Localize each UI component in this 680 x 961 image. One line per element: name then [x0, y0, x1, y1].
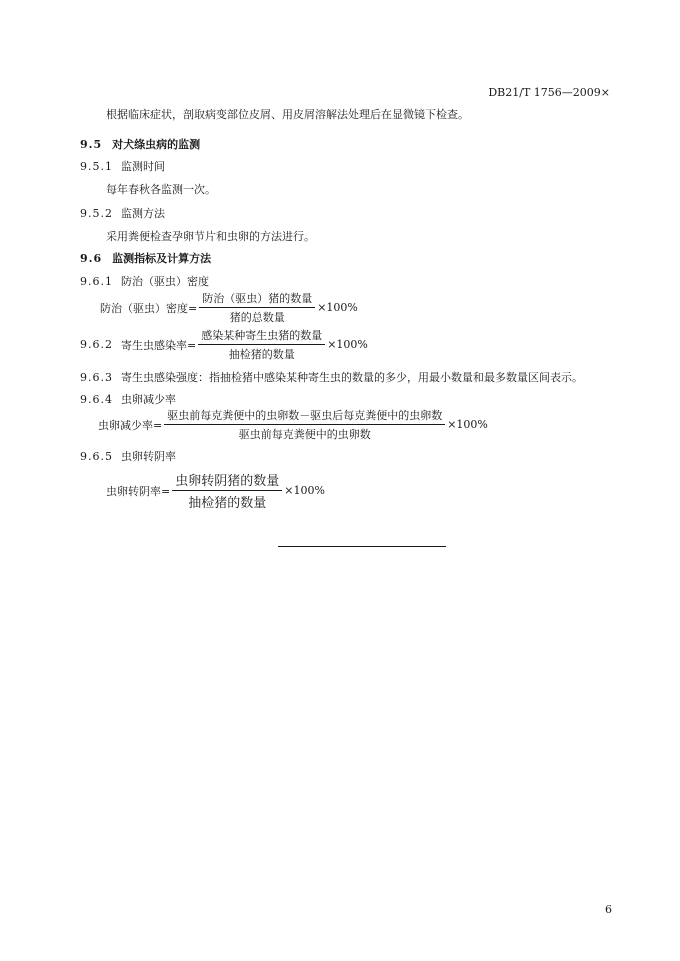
- subsection-heading-9-5-1: [80, 158, 165, 174]
- formula-denominator: 驱虫前每克粪便中的虫卵数: [238, 428, 371, 441]
- subsection-heading-9-5-2: [80, 205, 165, 221]
- formula-numerator: 防治（驱虫）猪的数量: [199, 290, 315, 308]
- subsection-title: 监测时间: [121, 160, 165, 173]
- formula-numerator: 虫卵转阴猪的数量: [172, 470, 282, 491]
- formula-egg-reduction-rate: [98, 407, 488, 442]
- subsection-title: 防治（驱虫）密度: [121, 275, 209, 288]
- formula-lhs: 虫卵转阴率=: [106, 484, 171, 498]
- formula-lhs: 寄生虫感染率=: [121, 338, 197, 352]
- section-heading-9-6: [80, 250, 211, 266]
- formula-denominator: 抽检猪的数量: [188, 496, 267, 511]
- formula-control-density: [100, 290, 358, 325]
- formula-numerator: 感染某种寄生虫猪的数量: [198, 327, 325, 345]
- subsection-heading-9-6-5: [80, 448, 176, 464]
- formula-factor: ×100%: [284, 484, 325, 497]
- formula-factor: ×100%: [327, 338, 368, 351]
- subsection-text-9-5-1: 每年春秋各监测一次。: [106, 183, 216, 196]
- formula-denominator: 猪的总数量: [229, 311, 285, 324]
- page-number: 6: [605, 903, 612, 916]
- formula-lhs: 虫卵减少率=: [98, 418, 163, 432]
- subsection-number: 9.6.2: [80, 338, 113, 351]
- subsection-number: 9.6.4: [80, 393, 113, 406]
- subsection-text: 寄生虫感染强度：指抽检猪中感染某种寄生虫的数量的多少，用最小数量和最多数量区间表示。: [121, 371, 583, 384]
- subsection-number: 9.5.1: [80, 160, 113, 173]
- document-code: DB21/T 1756—2009×: [488, 86, 610, 99]
- subsection-heading-9-6-1: [80, 273, 209, 289]
- section-title: 对犬绦虫病的监测: [112, 138, 201, 151]
- subsection-number: 9.6.3: [80, 371, 113, 384]
- subsection-number: 9.6.5: [80, 450, 113, 463]
- section-heading-9-5: [80, 136, 200, 152]
- subsection-number: 9.6.1: [80, 275, 113, 288]
- formula-numerator: 驱虫前每克粪便中的虫卵数－驱虫后每克粪便中的虫卵数: [164, 407, 445, 425]
- subsection-text-9-5-2: 采用粪便检查孕卵节片和虫卵的方法进行。: [106, 230, 315, 243]
- subsection-number: 9.5.2: [80, 207, 113, 220]
- intro-paragraph: 根据临床症状，剖取病变部位皮屑、用皮屑溶解法处理后在显微镜下检查。: [106, 108, 469, 121]
- section-number: 9.6: [80, 252, 103, 265]
- formula-fraction: [172, 470, 282, 511]
- end-rule: [278, 546, 446, 547]
- subsection-9-6-3: [80, 369, 583, 385]
- formula-factor: ×100%: [447, 418, 488, 431]
- formula-egg-negative-rate: [106, 470, 325, 511]
- formula-fraction: [164, 407, 445, 442]
- section-number: 9.5: [80, 138, 103, 151]
- formula-lhs: 防治（驱虫）密度=: [100, 301, 198, 315]
- formula-factor: ×100%: [317, 301, 358, 314]
- formula-denominator: 抽检猪的数量: [228, 348, 295, 361]
- formula-infection-rate: [80, 327, 368, 362]
- subsection-title: 虫卵减少率: [121, 393, 176, 406]
- formula-fraction: [199, 290, 315, 325]
- subsection-heading-9-6-4: [80, 391, 176, 407]
- section-title: 监测指标及计算方法: [112, 252, 212, 265]
- subsection-title: 虫卵转阴率: [121, 450, 176, 463]
- subsection-title: 监测方法: [121, 207, 165, 220]
- formula-fraction: [198, 327, 325, 362]
